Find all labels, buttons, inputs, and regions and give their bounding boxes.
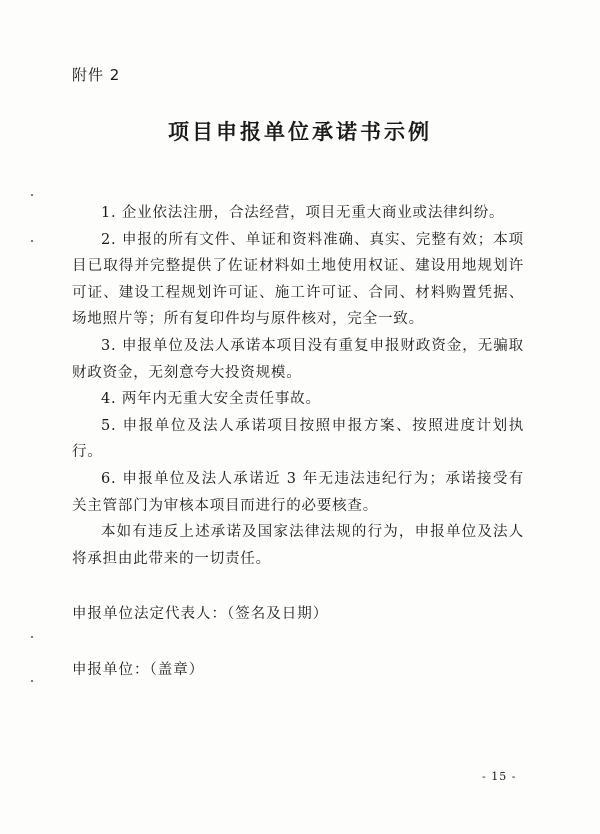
commitment-paragraph-1: 1. 企业依法注册，合法经营，项目无重大商业或法律纠纷。 <box>101 205 505 221</box>
commitment-paragraph-3: 3. 申报单位及法人承诺本项目没有重复申报财政资金，无骗取财政资金，无刻意夸大投资规模。 <box>72 337 524 381</box>
commitment-paragraph-4: 4. 两年内无重大安全责任事故。 <box>101 391 321 408</box>
commitment-body <box>72 200 524 572</box>
commitment-paragraph-2: 2. 申报的所有文件、单证和资料准确、真实、完整有效；本项目已取得并完整提供了佐证材料如土地使用权证、建设用地规划许可证、建设工程规划许可证、施工许可证、合同、材料购置凭据、场地照片等；所有复印件均与原件核对，完全一致。 <box>72 231 524 328</box>
scan-mark <box>31 240 33 242</box>
scan-mark <box>31 194 33 196</box>
representative-signature-line: 申报单位法定代表人：（签名及日期） <box>72 606 329 622</box>
scan-mark <box>31 680 33 682</box>
commitment-paragraph-6: 6. 申报单位及法人承诺近 3 年无违法违纪行为；承诺接受有关主管部门为审核本项目而进行的必要核查。 <box>72 470 524 514</box>
unit-seal-line: 申报单位：（盖章） <box>72 662 205 678</box>
attachment-label: 附件 2 <box>72 66 121 84</box>
liability-statement: 本如有违反上述承诺及国家法律法规的行为，申报单位及法人将承担由此带来的一切责任。 <box>72 524 524 567</box>
commitment-paragraph-5: 5. 申报单位及法人承诺项目按照申报方案、按照进度计划执行。 <box>72 417 524 461</box>
scan-mark <box>31 636 33 638</box>
document-title: 项目申报单位承诺书示例 <box>168 119 432 144</box>
page-number: - 15 - <box>482 770 517 783</box>
